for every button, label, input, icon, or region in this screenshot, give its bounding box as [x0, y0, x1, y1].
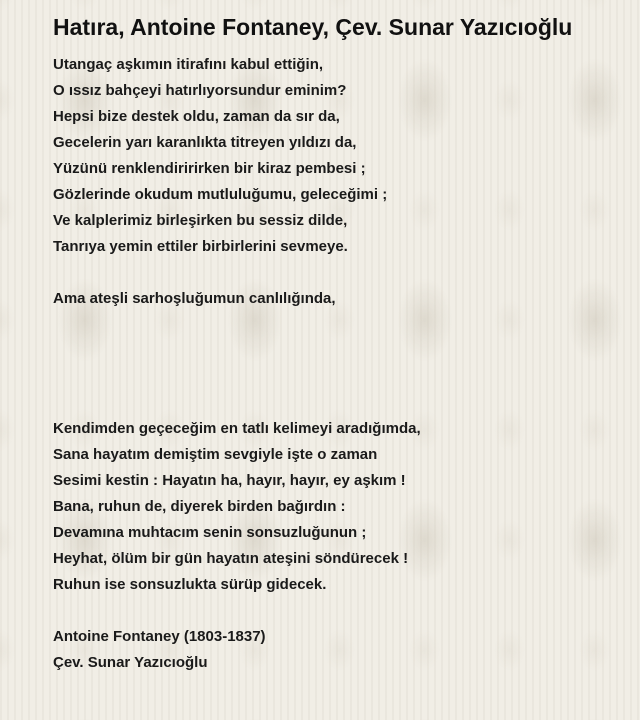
- author-credit: Antoine Fontaney (1803-1837): [53, 628, 266, 645]
- verse-line: Ama ateşli sarhoşluğumun canlılığında,: [53, 290, 336, 307]
- verse-line: Tanrıya yemin ettiler birbirlerini sevmeye.: [53, 238, 348, 255]
- verse-line: Gözlerinde okudum mutluluğumu, geleceğimi ;: [53, 186, 388, 203]
- poem-title: Hatıra, Antoine Fontaney, Çev. Sunar Yazıcıoğlu: [53, 14, 573, 40]
- verse-line: Utangaç aşkımın itirafını kabul ettiğin,: [53, 56, 324, 73]
- verse-line: Hepsi bize destek oldu, zaman da sır da,: [53, 108, 340, 125]
- verse-line: Yüzünü renklendiririrken bir kiraz pembesi ;: [53, 160, 366, 177]
- verse-line: Sana hayatım demiştim sevgiyle işte o zaman: [53, 446, 378, 463]
- stanza-3: [53, 416, 633, 598]
- poem-body: [53, 52, 633, 676]
- verse-line: Bana, ruhun de, diyerek birden bağırdın :: [53, 498, 346, 515]
- verse-line: Kendimden geçeceğim en tatlı kelimeyi aradığımda,: [53, 420, 421, 437]
- stanza-1: [53, 52, 633, 260]
- verse-line: Ve kalplerimiz birleşirken bu sessiz dilde,: [53, 212, 348, 229]
- verse-line: O ıssız bahçeyi hatırlıyorsundur eminim?: [53, 82, 347, 99]
- verse-line: Sesimi kestin : Hayatın ha, hayır, hayır, ey aşkım !: [53, 472, 406, 489]
- verse-line: Ruhun ise sonsuzlukta sürüp gidecek.: [53, 576, 327, 593]
- verse-line: Gecelerin yarı karanlıkta titreyen yıldızı da,: [53, 134, 357, 151]
- translator-credit: Çev. Sunar Yazıcıoğlu: [53, 654, 208, 671]
- stanza-2: [53, 286, 633, 312]
- poem-signature: [53, 624, 633, 676]
- verse-line: Heyhat, ölüm bir gün hayatın ateşini söndürecek !: [53, 550, 409, 567]
- verse-line: Devamına muhtacım senin sonsuzluğunun ;: [53, 524, 367, 541]
